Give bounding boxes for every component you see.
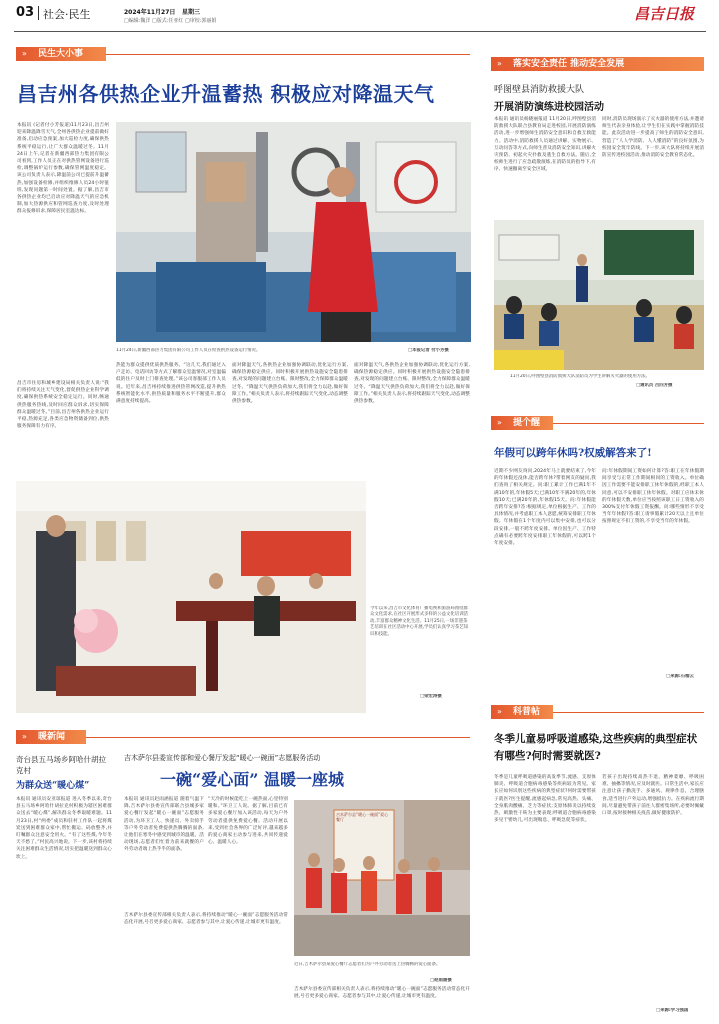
- volunteer-photo: [294, 800, 470, 956]
- heating-photo-svg: [116, 122, 471, 342]
- science-col1: 冬季是儿童呼吸道感染的高发季节,流感、支原体肺炎、呼吸道合胞病毒感染等疾病较为常见。家长应如何识别这些疾病的典型症状?何时需要带孩子就医?医生提醒,流感起病急,常见高热、头痛、全身肌肉酸痛、乏力等症状;支原体肺炎以持续发热、刺激性干咳为主要表现;呼吸道合胞病毒感染多见于婴幼儿,可出现喘息、呼吸急促等症状。: [494, 775, 596, 824]
- warm-main-kicker: 吉木萨尔县委宣传部和爱心餐厅发起“暖心一碗面”志愿服务活动: [124, 754, 321, 762]
- main-headline: 昌吉州各供热企业升温蓄热 积极应对降温天气: [17, 82, 435, 106]
- reminder-tag-label: 提个醒: [513, 418, 541, 428]
- minsheng-tag-label: 民生大小事: [38, 49, 84, 59]
- heating-photo-credit: □本报记者 付小芳摄: [408, 348, 449, 353]
- warm-main-col2: “天冷的时候能吃上一碗热面,心里特别暖和。”环卫工人说。据了解,目前已有多家爱心餐厅加入该活动,每天为户外劳动者提供免费爱心餐。活动开展以来,受到社会各界的广泛好评,越来越多的爱心商家主动参与进来,共同传递爱心、温暖人心。: [208, 797, 288, 846]
- tea-class-photo: [16, 481, 366, 713]
- masthead-logo: 昌吉日报: [634, 5, 695, 23]
- warm-left-kicker: 奇台县五马场乡阿哈什胡拉克村: [16, 755, 106, 775]
- tea-class-photo-svg: [16, 481, 366, 713]
- warm-left-title: 为群众送“暖心煤”: [16, 781, 90, 791]
- tea-class-credit: □梁宏涛摄: [420, 694, 442, 699]
- fire-photo-credit: □通讯员 吕四芳摄: [636, 383, 673, 388]
- science-tag-label: 科普帖: [513, 707, 541, 717]
- section-name: 社会·民生: [43, 8, 91, 21]
- warm-main-title: 一碗“爱心面” 温暖一座城: [160, 770, 344, 789]
- fire-drill-photo: [494, 220, 704, 370]
- page-number: 03: [16, 5, 35, 20]
- warm-rule: [86, 737, 470, 738]
- minsheng-tag: [16, 47, 106, 61]
- warm-tag: [16, 730, 86, 744]
- weekday: 星期三: [182, 9, 201, 16]
- main-story-col1: 本报讯 (记者付小芳报道)11月23日,昌吉州迎来降温降雪天气,全州各供热企业提前做好准备,启动应急预案,加大巡检力度,确保供热系统平稳运行,让广大群众温暖过冬。11月24日上午,记者在新疆西部热力集团有限公司看到,工作人员正在对供热管网设备进行巡检,调整锅炉运行参数,确保管网温度稳定。该公司负责人表示,降温前公司已提前升温蓄热,加强设备检修,并组织维修人员24小时值班,发现问题第一时间处置。据了解,昌吉市各供热企业均已启动应对降温天气的应急机制,加大热源供应和管网巡查力度,及时处理群众报修诉求,保障居民室温达标。: [17, 123, 109, 215]
- heating-photo-caption: 11月24日,新疆西部热力集团有限公司工作人员在检查供热设备运行情况。: [116, 348, 261, 353]
- arrow-icon: »: [22, 49, 27, 58]
- science-title: 冬季儿童易呼吸道感染,这些疾病的典型症状有哪些?何时需要就医?: [494, 733, 698, 762]
- main-story-col3: 热能为群众提供优质供热服务。“这几天,我们通过入户走访、电话回访等方式了解群众室温情况,对室温偏低的住户及时上门排查处理。”该公司客服部工作人员说。近年来,昌吉州持续推进供热管网改造,提升供热系统智能化水平,供热质量和服务水平不断提升,群众满意度持续提高。: [116, 363, 226, 405]
- fire-safety-tag-label: 落实安全责任 推动安全发展: [513, 59, 625, 69]
- fire-safety-tag: [491, 57, 704, 71]
- fire-photo-caption: 11月20日,呼图壁县消防救援大队消防员为学生讲解灭火器的使用方法。: [510, 374, 650, 379]
- reminder-tag: [491, 416, 553, 430]
- reminder-col1: 近期不少网友询问,2024年马上就要结束了,今年的年休假还没休,能否跨年休?带着网友的疑问,我们查询了相关规定。问:职工累计工作已满1年不满10年的,年休假5天;已满10年不满20年的,年休假10天;已满20年的,年休假15天。问:年休假能否跨年安排?答:根据规定,单位根据生产、工作的具体情况,并考虑职工本人意愿,统筹安排职工年休假。年休假在1个年度内可以集中安排,也可以分段安排,一般不跨年度安排。单位因生产、工作特点确有必要跨年度安排职工年休假的,可以跨1个年度安排。: [494, 469, 596, 547]
- science-col2: 若孩子出现持续高热不退、精神萎靡、呼吸困难、抽搐等情况,应及时就医。日常生活中,家长应注意让孩子勤洗手、多通风、规律作息、合理膳食,适当进行户外运动,增强抵抗力。在疾病流行期间,尽量避免带孩子前往人群密集场所,必要时佩戴口罩,按时接种相关疫苗,做好健康防护。: [602, 775, 704, 817]
- reminder-col2: 问:年休假期间工资如何计算?答:职工在年休假期间享受与正常工作期间相同的工资收入。单位确因工作需要不能安排职工休年休假的,经职工本人同意,可以不安排职工休年休假。对职工应休未休的年休假天数,单位应当按照该职工日工资收入的300%支付年休假工资报酬。问:哪些情形不享受当年年休假?答:职工请事假累计20天以上且单位按照规定不扣工资的,不享受当年的年休假。: [602, 469, 704, 525]
- warm-main-col1: 本报讯 通讯员赵雨涵报道 随着气温下降,吉木萨尔县委宣传部联合县城多家爱心餐厅发起“暖心一碗面”志愿服务活动,为环卫工人、快递员、外卖骑手等户外劳动者免费提供热腾腾的面条,让他们在寒冬中感受到城市的温暖。活动现场,志愿者们忙着为前来就餐的户外劳动者端上热乎乎的面条。: [124, 797, 204, 853]
- warm-left-body: 本报讯 通讯员安亚琼报道 进入冬季以来,奇台县五马场乡阿哈什胡拉克村积极为辖区困难群众送去“暖心煤”,解决群众冬季取暖难题。11月23日,村“两委”成员和驻村工作队一起将煤炭送到困难群众家中,帮忙搬运、码放整齐,并叮嘱群众注意安全用火。“有了这些煤,今年冬天不愁了。”村民高兴地说。下一步,该村将持续关注困难群众生活情况,切实把温暖送到群众心坎上。: [16, 797, 112, 860]
- volunteer-photo-caption: 近日,吉木萨尔县某爱心餐厅志愿者们为户外劳动者送上热腾腾的爱心面条。: [294, 962, 441, 967]
- science-tag: [491, 705, 553, 719]
- warm-main-col1b: 吉木萨尔县委宣传部相关负责人表示,将持续推动“暖心一碗面”志愿服务活动常态化开展,号召更多爱心商家、志愿者参与其中,让爱心传递,让城市更有温度。: [124, 913, 288, 926]
- arrow-icon: »: [22, 732, 27, 741]
- fire-col2: 同时,消防员现场演示了灭火器的使用方法,并邀请师生代表亲身体验,让学生们在实践中掌握消防技能。此次活动进一步提高了师生的消防安全意识,营造了“人人学消防、人人懂消防”的良好氛围,为校园安全筑牢防线。下一步,该大队将持续开展消防宣传进校园活动,推动消防安全教育常态化。: [602, 117, 704, 159]
- volunteer-sign: 吉木萨尔县“暖心一碗面”爱心餐厅: [336, 812, 389, 822]
- main-story-col5: 面对降温天气,各供热企业加强协调联动,优化运行方案,确保热源稳定供应。同时积极开展供热设施安全隐患排查,对发现的问题建立台账、限时整改,全力保障群众温暖过冬。“降温天气供热负荷加大,我们将全力以赴,做好保障工作。”相关负责人表示,将持续跟踪天气变化,动态调整供热参数。: [354, 363, 470, 405]
- reminder-title: 年假可以跨年休吗?权威解答来了!: [494, 447, 652, 459]
- reminder-credit: □来源:石榴云: [666, 674, 694, 679]
- main-story-col2: 昌吉市住房和城乡建设局相关负责人说:“我们将持续关注天气变化,督促供热企业科学调度,确保供热系统安全稳定运行。同时,畅通供热服务热线,及时回应群众诉求,切实保障群众温暖过冬。”目前,昌吉州各供热企业运行平稳,热源充足,各类应急物资储备到位,供热服务保障有力有序。: [17, 381, 109, 430]
- main-story-col4: 面对降温天气,各供热企业加强协调联动,优化运行方案,确保热源稳定供应。同时积极开展供热设施安全隐患排查,对发现的问题建立台账、限时整改,全力保障群众温暖过冬。“降温天气供热负荷加大,我们将全力以赴,做好保障工作。”相关负责人表示,将持续跟踪天气变化,动态调整供热参数。: [232, 363, 348, 405]
- fire-title: 开展消防演练进校园活动: [494, 102, 604, 113]
- science-credit: □来源:学习强国: [656, 1008, 689, 1013]
- arrow-icon: »: [497, 707, 502, 716]
- volunteer-photo-svg: [294, 800, 470, 956]
- arrow-icon: »: [497, 59, 502, 68]
- reminder-rule: [553, 423, 704, 424]
- minsheng-rule: [106, 54, 470, 55]
- issue-date: 2024年11月27日: [124, 9, 176, 16]
- arrow-icon: »: [497, 418, 502, 427]
- volunteer-photo-credit: □赵雨涵摄: [430, 978, 452, 983]
- heating-photo: [116, 122, 471, 342]
- page-header: [0, 0, 719, 34]
- fire-kicker: 呼图壁县消防救援大队: [494, 85, 585, 95]
- warm-main-col3: 吉木萨尔县委宣传部相关负责人表示,将持续推动“暖心一碗面”志愿服务活动常态化开展,号召更多爱心商家、志愿者参与其中,让爱心传递,让城市更有温度。: [294, 987, 470, 1000]
- header-divider: [38, 6, 39, 20]
- science-rule: [553, 712, 704, 713]
- header-rule: [14, 31, 706, 32]
- warm-tag-label: 暖新闻: [38, 732, 66, 742]
- tea-class-note: 今年以来,昌吉市文化体育广播电视和旅游局围绕群众文化需求,在社区开展形式多样的公益文化培训活动,丰富群众精神文化生活。11月25日,一场非遗茶艺培训在社区活动中心开展,学员们认真学习茶艺知识和技能。: [370, 606, 468, 637]
- fire-drill-photo-svg: [494, 220, 704, 370]
- editor-line: □编辑:魏洋 □版式:任亚红 □审校:郭丽娟: [124, 18, 217, 24]
- fire-col1: 本报讯 通讯员杨晓丽报道 11月20日,呼图壁县消防救援大队联合县教育局走进校园,开展消防演练活动,进一步增强师生消防安全意识和自救互救能力。活动中,消防救援人员通过讲解、实物展示、互动问答等方式,向师生普及消防安全知识,讲解火灾预防、初起火灾扑救及逃生自救方法。随后,全校师生进行了应急疏散演练,在消防员的指导下,有序、快速撤离至安全区域。: [494, 117, 596, 173]
